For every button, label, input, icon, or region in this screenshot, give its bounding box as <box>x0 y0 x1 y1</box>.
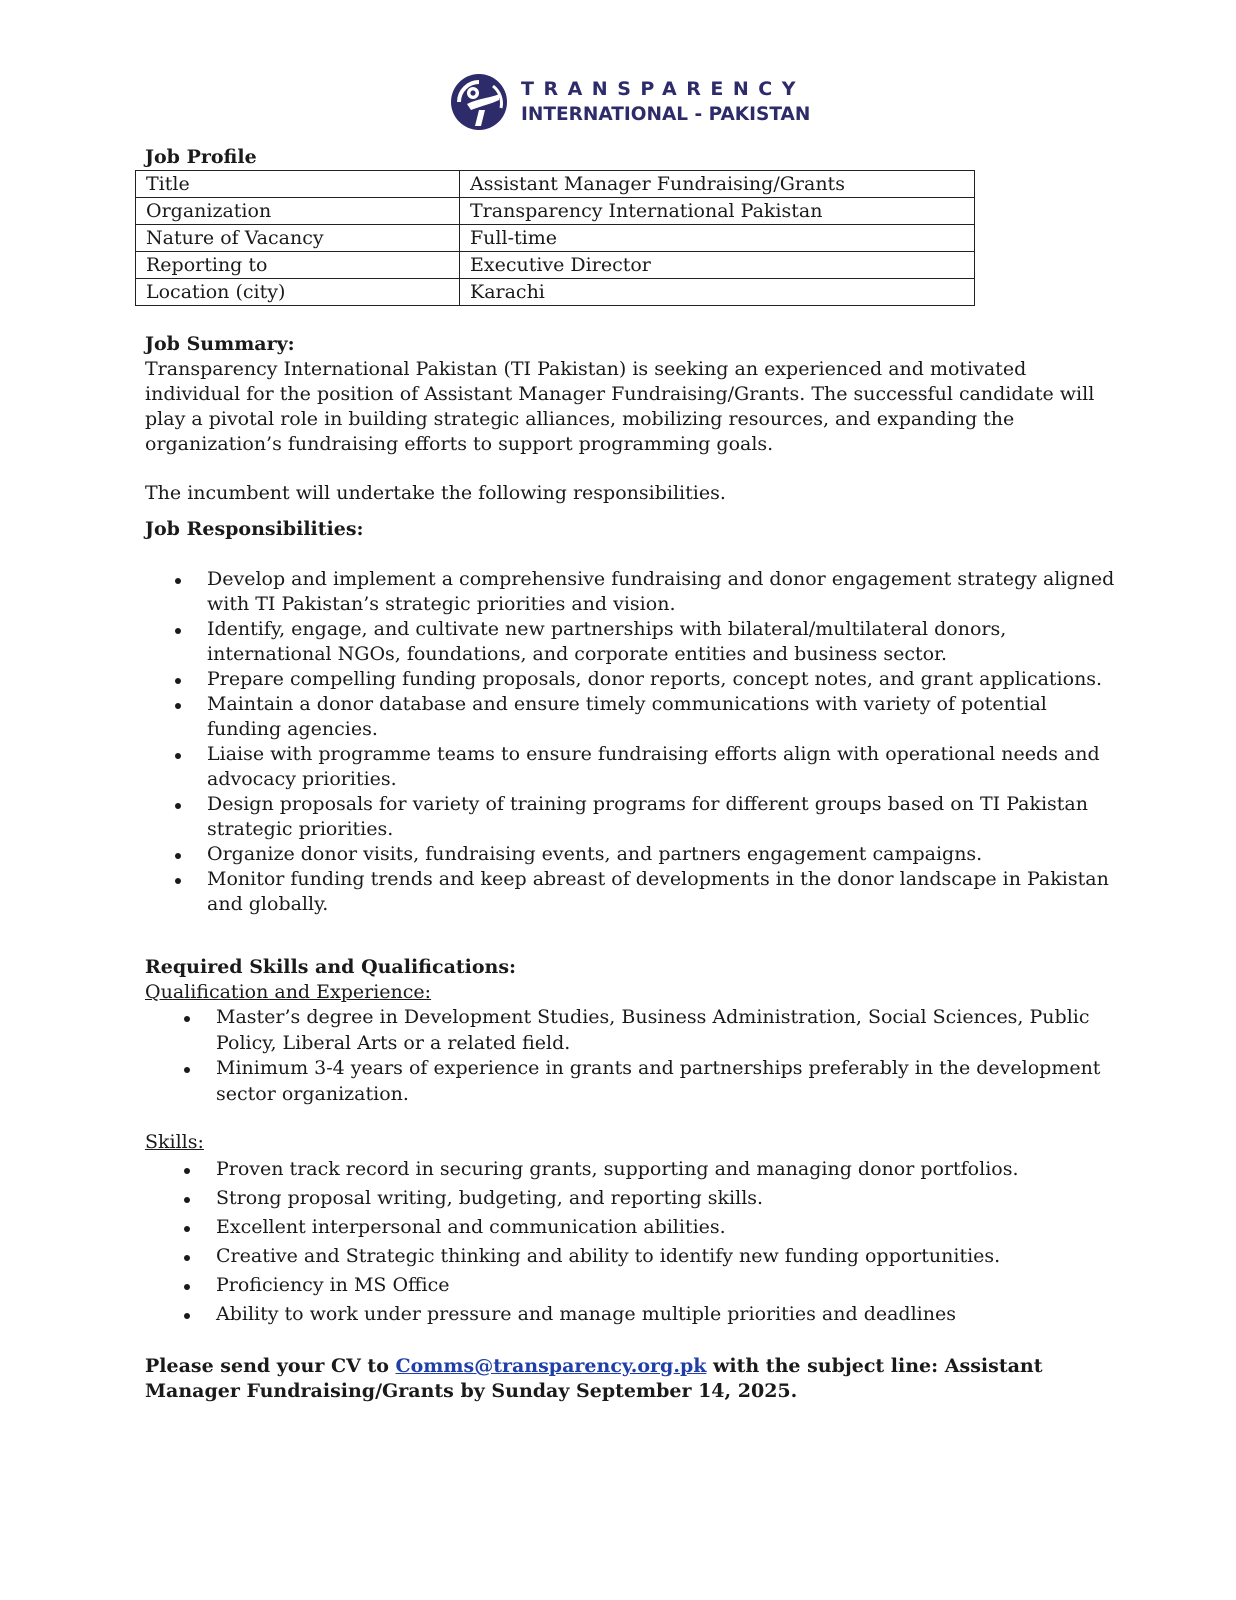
skills-heading: Skills: <box>145 1131 204 1153</box>
list-item-text: Liaise with programme teams to ensure fundraising efforts align with operational needs and advocacy priorities. <box>207 743 1100 790</box>
bullet-icon <box>175 678 181 684</box>
list-item-text: Develop and implement a comprehensive fundraising and donor engagement strategy aligned with TI Pakistan’s strategic priorities and vision. <box>207 568 1115 615</box>
bullet-icon <box>175 753 181 759</box>
list-item <box>145 567 1120 617</box>
bullet-icon <box>175 628 181 634</box>
profile-value: Full-time <box>460 225 975 252</box>
list-item <box>145 1005 1120 1056</box>
apply-instructions <box>145 1354 1120 1404</box>
list-item-text: Prepare compelling funding proposals, donor reports, concept notes, and grant applications. <box>207 668 1103 690</box>
skills-section <box>145 1130 1120 1155</box>
list-item <box>145 1056 1120 1107</box>
job-profile-table <box>135 170 975 306</box>
list-item-text: Master’s degree in Development Studies, Business Administration, Social Sciences, Public Policy, Liberal Arts or a related field. <box>216 1006 1090 1054</box>
bullet-icon <box>175 703 181 709</box>
bullet-icon <box>184 1016 190 1022</box>
list-item-text: Strong proposal writing, budgeting, and reporting skills. <box>216 1187 764 1209</box>
job-responsibilities-heading: Job Responsibilities: <box>145 518 364 540</box>
list-item <box>145 842 1120 867</box>
profile-key: Organization <box>136 198 460 225</box>
ti-globe-icon <box>449 72 509 132</box>
job-responsibilities-section <box>145 517 1120 542</box>
list-item <box>145 1155 1120 1184</box>
logo-title: TRANSPARENCY <box>521 78 805 100</box>
list-item-text: Maintain a donor database and ensure timely communications with variety of potential funding agencies. <box>207 693 1047 740</box>
table-row <box>136 252 975 279</box>
list-item-text: Minimum 3-4 years of experience in grants and partnerships preferably in the development sector organization. <box>216 1057 1101 1105</box>
bullet-icon <box>184 1197 190 1203</box>
list-item <box>145 617 1120 667</box>
list-item-text: Excellent interpersonal and communication abilities. <box>216 1216 726 1238</box>
requirements-section <box>145 955 1120 1005</box>
table-row <box>136 171 975 198</box>
bullet-icon <box>175 578 181 584</box>
table-row <box>136 225 975 252</box>
organization-logo <box>449 70 811 132</box>
bullet-icon <box>184 1255 190 1261</box>
apply-suffix: with the subject line: Assistant Manager Fundraising/Grants by Sunday September 14, 2025. <box>145 1355 1043 1402</box>
list-item <box>145 692 1120 742</box>
qualification-heading: Qualification and Experience: <box>145 981 432 1003</box>
list-item-text: Organize donor visits, fundraising events, and partners engagement campaigns. <box>207 843 983 865</box>
list-item <box>145 1242 1120 1271</box>
email-link[interactable]: Comms@transparency.org.pk <box>395 1355 707 1377</box>
bullet-icon <box>184 1313 190 1319</box>
list-item <box>145 1300 1120 1329</box>
profile-key: Reporting to <box>136 252 460 279</box>
profile-key: Title <box>136 171 460 198</box>
table-row <box>136 279 975 306</box>
list-item-text: Monitor funding trends and keep abreast of developments in the donor landscape in Pakistan and globally. <box>207 868 1109 915</box>
list-item-text: Proven track record in securing grants, supporting and managing donor portfolios. <box>216 1158 1019 1180</box>
profile-key: Location (city) <box>136 279 460 306</box>
job-summary-paragraph: Transparency International Pakistan (TI Pakistan) is seeking an experienced and motivated individual for the position of Assistant Manager Fundraising/Grants. The successful candidate will play a pivotal role in building strategic alliances, mobilizing resources, and expanding the organization’s fundraising efforts to support programming goals. <box>145 358 1095 455</box>
job-summary-heading: Job Summary: <box>145 333 295 355</box>
list-item-text: Proficiency in MS Office <box>216 1274 450 1296</box>
logo-subtitle: INTERNATIONAL - PAKISTAN <box>521 104 811 125</box>
bullet-icon <box>184 1226 190 1232</box>
list-item-text: Design proposals for variety of training programs for different groups based on TI Pakistan strategic priorities. <box>207 793 1088 840</box>
skills-list <box>145 1155 1120 1329</box>
profile-value: Executive Director <box>460 252 975 279</box>
apply-prefix: Please send your CV to <box>145 1355 396 1377</box>
bullet-icon <box>175 878 181 884</box>
list-item <box>145 667 1120 692</box>
table-row <box>136 198 975 225</box>
job-summary-section <box>145 332 1120 506</box>
list-item <box>145 742 1120 792</box>
profile-value: Karachi <box>460 279 975 306</box>
list-item <box>145 1213 1120 1242</box>
profile-value: Transparency International Pakistan <box>460 198 975 225</box>
profile-value: Assistant Manager Fundraising/Grants <box>460 171 975 198</box>
bullet-icon <box>184 1168 190 1174</box>
bullet-icon <box>184 1284 190 1290</box>
responsibilities-list <box>145 567 1120 917</box>
list-item-text: Identify, engage, and cultivate new partnerships with bilateral/multilateral donors, international NGOs, foundations, and corporate entities and business sector. <box>207 618 1007 665</box>
bullet-icon <box>175 803 181 809</box>
list-item-text: Creative and Strategic thinking and ability to identify new funding opportunities. <box>216 1245 1001 1267</box>
qualifications-list <box>145 1005 1120 1107</box>
list-item <box>145 1271 1120 1300</box>
requirements-heading: Required Skills and Qualifications: <box>145 956 517 978</box>
list-item <box>145 792 1120 842</box>
job-profile-heading: Job Profile <box>145 146 257 168</box>
responsibilities-intro: The incumbent will undertake the following responsibilities. <box>145 482 726 504</box>
list-item-text: Ability to work under pressure and manage multiple priorities and deadlines <box>216 1303 956 1325</box>
bullet-icon <box>175 853 181 859</box>
profile-key: Nature of Vacancy <box>136 225 460 252</box>
list-item <box>145 1184 1120 1213</box>
bullet-icon <box>184 1067 190 1073</box>
list-item <box>145 867 1120 917</box>
